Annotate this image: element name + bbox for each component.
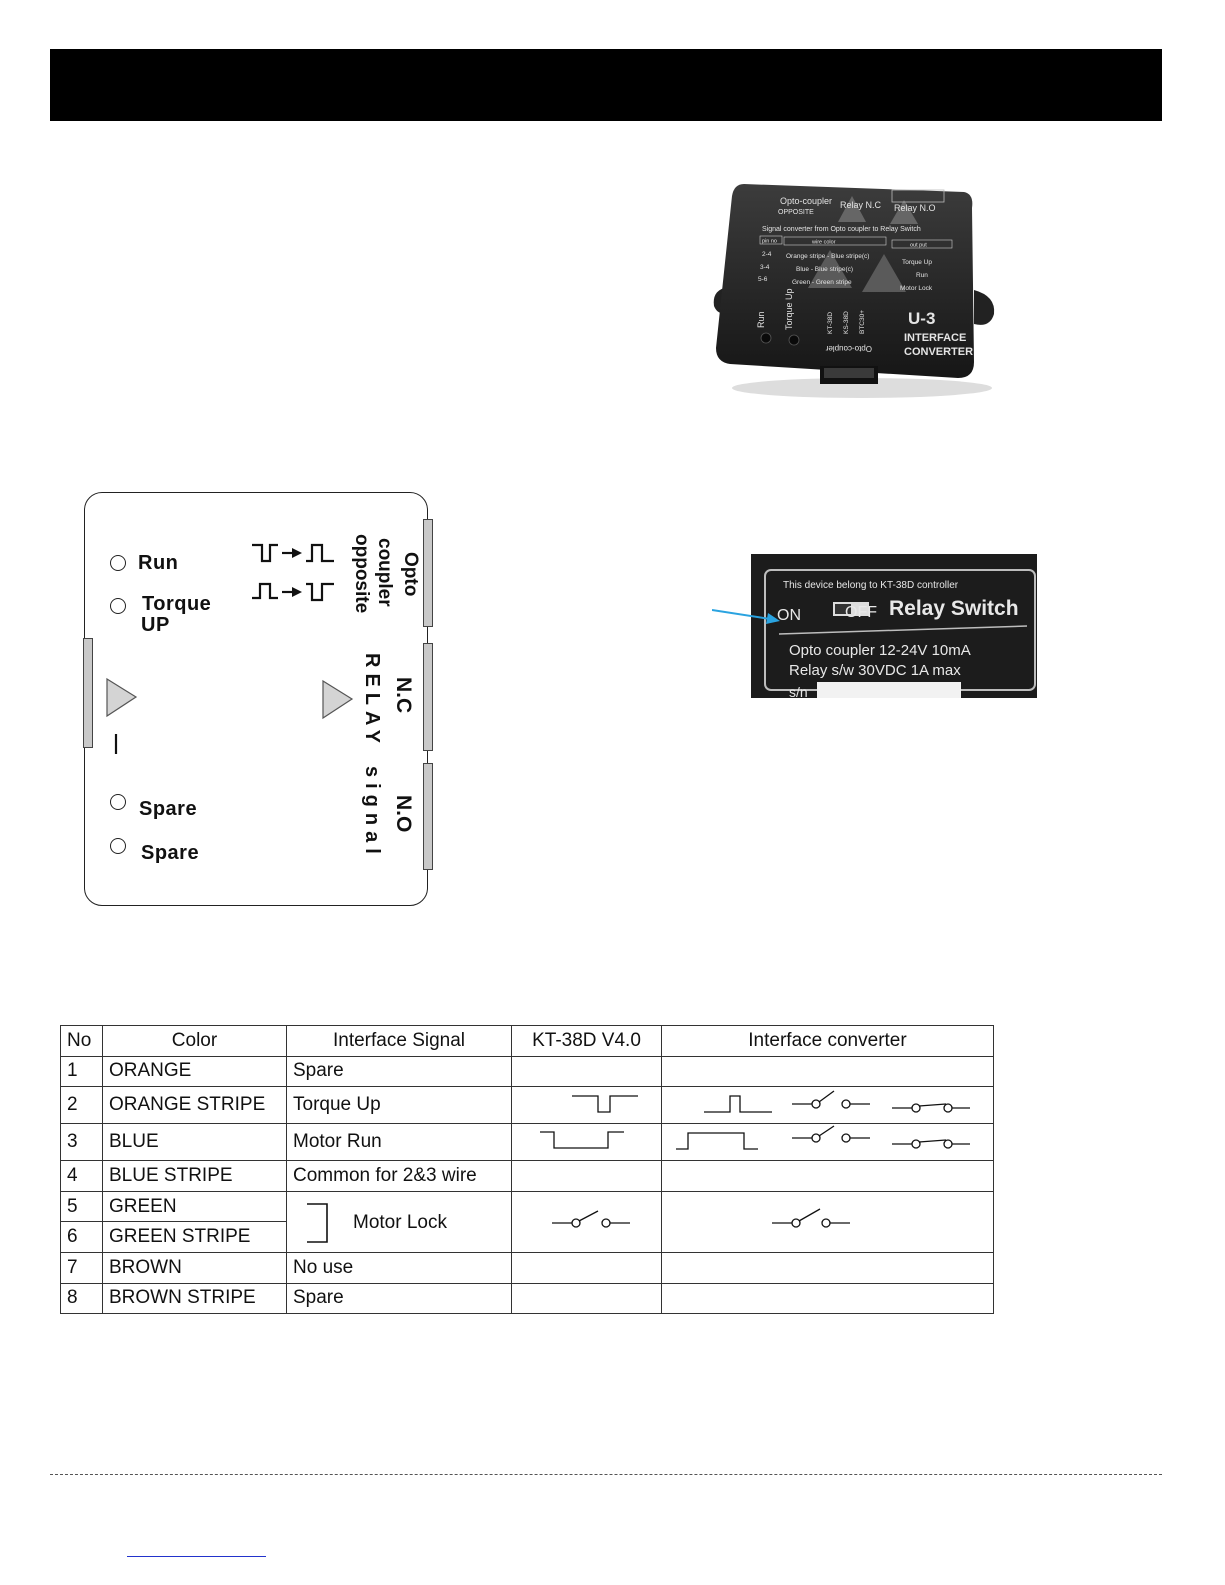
switch-pointer-arrow-icon [712, 606, 782, 626]
led-run-label: Run [138, 552, 179, 574]
cell-signal: Common for 2&3 wire [287, 1161, 512, 1192]
col-header-kt38d: KT-38D V4.0 [512, 1026, 662, 1057]
wiring-table [60, 1025, 994, 1314]
footer-divider [50, 1474, 1162, 1475]
label-sn: s/n [789, 684, 808, 698]
col-header-no: No [61, 1026, 103, 1057]
device-photo [712, 178, 1004, 400]
device-label-opposite: OPPOSITE [778, 209, 814, 216]
cell-converter [662, 1191, 994, 1252]
cell-kt38d [512, 1087, 662, 1124]
device-label-relay-no: Relay N.O [894, 203, 936, 213]
cell-color: ORANGE STRIPE [103, 1087, 287, 1124]
panel-tab-left [83, 638, 93, 748]
device-label-opto: Opto-coupler [780, 196, 833, 206]
led-torque-label-2: UP [141, 614, 170, 636]
cell-color: BROWN [103, 1252, 287, 1283]
table-row [61, 1124, 994, 1161]
header-bar [50, 49, 1162, 121]
device-th-pin: pin no [762, 238, 777, 245]
cell-color: GREEN STRIPE [103, 1222, 287, 1253]
device-led-torque [789, 335, 799, 345]
panel-opto-label-1: Opto [400, 552, 421, 597]
cell-converter [662, 1283, 994, 1314]
cell-no: 6 [61, 1222, 103, 1253]
panel-no-label: N.O [392, 795, 415, 833]
cell-color: ORANGE [103, 1056, 287, 1087]
device-th-output: out put [910, 242, 927, 249]
device-product-name-2: CONVERTER [904, 346, 974, 358]
panel-tab-opto [423, 519, 433, 627]
cell-signal: Torque Up [287, 1087, 512, 1124]
device-compat-2: KS-38D [843, 311, 850, 334]
pulse-inversion-icons [248, 536, 340, 616]
col-header-color: Color [103, 1026, 287, 1057]
relay-switch-icon [662, 1199, 993, 1239]
bracket-icon [305, 1202, 337, 1246]
cell-kt38d [512, 1252, 662, 1283]
cell-color: BROWN STRIPE [103, 1283, 287, 1314]
panel-right-arrow-icon [320, 678, 356, 722]
panel-tab-no [423, 763, 433, 870]
cell-converter [662, 1252, 994, 1283]
label-off-text: OFF [845, 604, 877, 621]
led-torque-label: Torque [142, 593, 212, 615]
cell-converter [662, 1056, 994, 1087]
spare-2-label: Spare [141, 842, 200, 864]
col-header-converter: Interface converter [662, 1026, 994, 1057]
cell-kt38d [512, 1056, 662, 1087]
cell-color: BLUE [103, 1124, 287, 1161]
table-row [61, 1283, 994, 1314]
cell-converter [662, 1161, 994, 1192]
cell-no: 1 [61, 1056, 103, 1087]
cell-signal: Motor Run [287, 1124, 512, 1161]
device-row2-wire: Blue - Blue stripe(c) [796, 266, 854, 273]
led-torque-indicator [110, 598, 126, 614]
panel-left-arrow-icon [104, 676, 140, 756]
label-spec-2: Relay s/w 30VDC 1A max [789, 662, 961, 679]
cell-kt38d [512, 1161, 662, 1192]
pulse-low-wide-icon [512, 1124, 661, 1154]
led-spare-1-indicator [110, 794, 126, 810]
device-row2-output: Run [916, 272, 928, 279]
panel-nc-label: N.C [392, 677, 415, 714]
cell-no: 3 [61, 1124, 103, 1161]
motor-lock-label: Motor Lock [353, 1211, 447, 1233]
device-row1-pins: 2-4 [762, 251, 772, 258]
cell-kt38d [512, 1283, 662, 1314]
table-row [61, 1087, 994, 1124]
panel-signal-label: signal [361, 766, 383, 860]
table-row [61, 1161, 994, 1192]
device-subtitle: Signal converter from Opto coupler to Relay Switch [762, 226, 921, 233]
label-title: Relay Switch [889, 597, 1019, 620]
table-header-row [61, 1026, 994, 1057]
pulse-low-icon [512, 1087, 661, 1117]
cell-color: GREEN [103, 1191, 287, 1222]
cell-converter [662, 1124, 994, 1161]
table-row [61, 1252, 994, 1283]
panel-opto-label-3: opposite [351, 534, 372, 614]
footer-link-underline[interactable] [127, 1556, 266, 1557]
label-belong-text: This device belong to KT-38D controller [783, 580, 959, 591]
cell-kt38d [512, 1191, 662, 1252]
device-row3-output: Motor Lock [900, 285, 933, 292]
cell-no: 5 [61, 1191, 103, 1222]
cell-no: 8 [61, 1283, 103, 1314]
cell-kt38d [512, 1124, 662, 1161]
device-row3-wire: Green - Green stripe [792, 279, 852, 286]
device-th-wire: wire color [812, 239, 836, 246]
device-row1-wire: Orange stripe - Blue stripe(c) [786, 253, 870, 260]
panel-relay-label: RELAY [361, 653, 383, 749]
cell-no: 2 [61, 1087, 103, 1124]
pulse-relay-icons [662, 1124, 993, 1154]
col-header-signal: Interface Signal [287, 1026, 512, 1057]
label-photo [751, 554, 1037, 698]
device-label-relay-nc: Relay N.C [840, 200, 882, 210]
label-spec-1: Opto coupler 12-24V 10mA [789, 642, 971, 659]
device-row1-output: Torque Up [902, 259, 932, 266]
cell-signal-motor-lock [287, 1191, 512, 1252]
cell-signal: Spare [287, 1056, 512, 1087]
table-row [61, 1191, 994, 1222]
cell-no: 7 [61, 1252, 103, 1283]
device-model: U-3 [908, 309, 936, 328]
cell-signal: Spare [287, 1283, 512, 1314]
cell-signal: No use [287, 1252, 512, 1283]
device-connector-label: Opto-coupler [825, 344, 872, 353]
device-row2-pins: 3-4 [760, 264, 770, 271]
led-run-indicator [110, 555, 126, 571]
table-row [61, 1056, 994, 1087]
device-product-name-1: INTERFACE [904, 332, 967, 344]
device-compat-1: KT-38D [827, 311, 834, 334]
device-compat-3: BTC30+ [859, 309, 866, 334]
panel-tab-nc [423, 643, 433, 751]
label-on-text: ON [777, 607, 801, 624]
cell-color: BLUE STRIPE [103, 1161, 287, 1192]
cell-converter [662, 1087, 994, 1124]
panel-opto-label-2: coupler [374, 538, 395, 607]
spare-1-label: Spare [139, 798, 198, 820]
led-spare-2-indicator [110, 838, 126, 854]
device-led-run-label: Run [756, 311, 766, 328]
pulse-relay-icons [662, 1087, 993, 1117]
device-row3-pins: 5-6 [758, 276, 768, 283]
device-led-torque-label: Torque Up [784, 288, 794, 330]
device-led-run [761, 333, 771, 343]
relay-switch-icon [512, 1199, 661, 1239]
cell-no: 4 [61, 1161, 103, 1192]
